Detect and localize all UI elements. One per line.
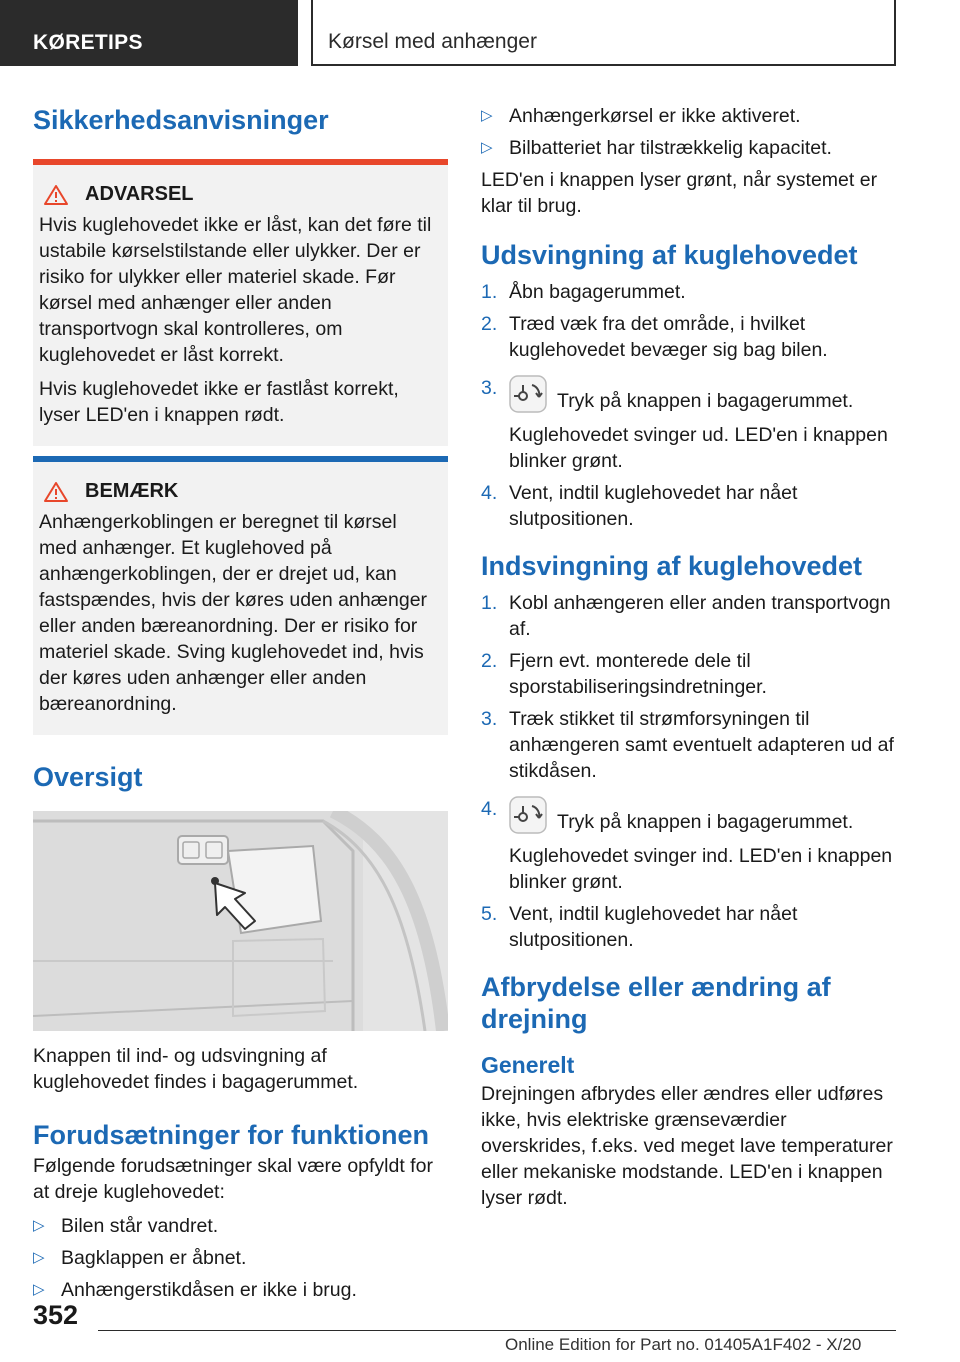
triangle-right-icon: ▷ <box>33 1217 45 1234</box>
note-box <box>33 456 448 735</box>
note-text: Anhængerkoblingen er beregnet til kørsel med anhænger. Et kuglehoved på anhængerkoblingen, der er drejet ud, kan fastspændes, hvis der køres uden anhænger eller anden bæreanordning. Der er risiko for materiel skade. Sving kuglehovedet ind, hvis der køres uden anhænger eller anden bæreanordning. <box>39 511 428 715</box>
prereq-list-cont <box>481 103 896 161</box>
caution-icon <box>43 481 69 503</box>
general-text: Drejningen afbrydes eller ændres eller udføres ikke, hvis elektriske grænseværdier overskrides, f.eks. ved meget lave temperaturer eller mekaniske modstande. LED'en i knappen lyser rødt. <box>481 1083 893 1209</box>
edition-text: Online Edition for Part no. 01405A1F402 - X/20 <box>505 1335 862 1354</box>
interrupt-heading: Afbrydelse eller ændring af drejning <box>481 972 831 1034</box>
swing-out-steps <box>481 279 896 532</box>
note-bar <box>33 456 448 462</box>
warning-text-2: Hvis kuglehovedet ikke er fastlåst korrekt, lyser LED'en i knappen rødt. <box>39 378 399 426</box>
list-item: 5. Vent, indtil kuglehovedet har nået slutpositionen. <box>481 903 798 951</box>
warning-bar <box>33 159 448 165</box>
list-item: 3. Træk stikket til strømforsyningen til anhængeren samt eventuelt adapteren ud af stikdåsen. <box>481 708 894 782</box>
prereq-intro: Følgende forudsætninger skal være opfyldt for at dreje kuglehovedet: <box>33 1155 433 1203</box>
section-tab: KØRETIPS <box>0 0 298 66</box>
list-item: ▷ Bilbatteriet har tilstrækkelig kapacitet. <box>481 137 832 159</box>
triangle-right-icon: ▷ <box>481 107 493 124</box>
swing-in-steps <box>481 590 896 953</box>
prereq-list <box>33 1213 448 1303</box>
right-column <box>481 103 896 1211</box>
left-column <box>33 100 448 1309</box>
swing-out-heading: Udsvingning af kuglehovedet <box>481 240 858 270</box>
list-item: ▷ Bagklappen er åbnet. <box>33 1247 247 1269</box>
list-item: 4. Vent, indtil kuglehovedet har nået slutpositionen. <box>481 482 798 530</box>
list-item: 2. Fjern evt. monterede dele til sporstabiliseringsindretninger. <box>481 650 767 698</box>
towbar-button-icon <box>509 375 547 413</box>
triangle-right-icon: ▷ <box>33 1249 45 1266</box>
warning-label: ADVARSEL <box>85 183 194 205</box>
safety-heading: Sikkerhedsanvisninger <box>33 105 329 135</box>
triangle-right-icon: ▷ <box>481 139 493 156</box>
list-item: 1. Kobl anhængeren eller anden transportvogn af. <box>481 592 891 640</box>
general-heading: Generelt <box>481 1052 575 1078</box>
towbar-button-icon <box>509 796 547 834</box>
warning-icon <box>43 184 69 206</box>
list-item: 3. Tryk på knappen i bagagerummet. Kuglehovedet svinger ud. LED'en i knappen blinker grønt. <box>481 377 888 472</box>
page-header <box>0 0 960 66</box>
list-item: ▷ Anhængerstikdåsen er ikke i brug. <box>33 1279 357 1301</box>
triangle-right-icon: ▷ <box>33 1281 45 1298</box>
footer-rule <box>98 1330 896 1331</box>
list-item: 2. Træd væk fra det område, i hvilket kuglehovedet bevæger sig bag bilen. <box>481 313 828 361</box>
chapter-title: Kørsel med anhænger <box>311 0 896 66</box>
list-item: ▷ Bilen står vandret. <box>33 1215 219 1237</box>
overview-heading: Oversigt <box>33 762 143 792</box>
prereq-heading: Forudsætninger for funktionen <box>33 1120 429 1150</box>
page-number: 352 <box>33 1300 79 1330</box>
trunk-illustration <box>33 811 448 1031</box>
note-label: BEMÆRK <box>85 480 179 502</box>
trunk-figure <box>33 811 448 1031</box>
warning-text: Hvis kuglehovedet ikke er låst, kan det føre til ustabile kørselstilstande eller ulykker. Der er risiko for ulykker eller materiel skade. Før kørsel med anhænger eller anden transportvogn skal kontrolleres, om kuglehovedet er låst korrekt. <box>39 214 432 366</box>
list-item: ▷ Anhængerkørsel er ikke aktiveret. <box>481 105 801 127</box>
warning-box <box>33 159 448 446</box>
led-note: LED'en i knappen lyser grønt, når systemet er klar til brug. <box>481 169 878 217</box>
swing-in-heading: Indsvingning af kuglehovedet <box>481 551 863 581</box>
list-item: 4. Tryk på knappen i bagagerummet. Kuglehovedet svinger ind. LED'en i knappen blinker grønt. <box>481 798 893 893</box>
list-item: 1. Åbn bagagerummet. <box>481 281 686 303</box>
overview-caption: Knappen til ind- og udsvingning af kuglehovedet findes i bagagerummet. <box>33 1045 359 1093</box>
